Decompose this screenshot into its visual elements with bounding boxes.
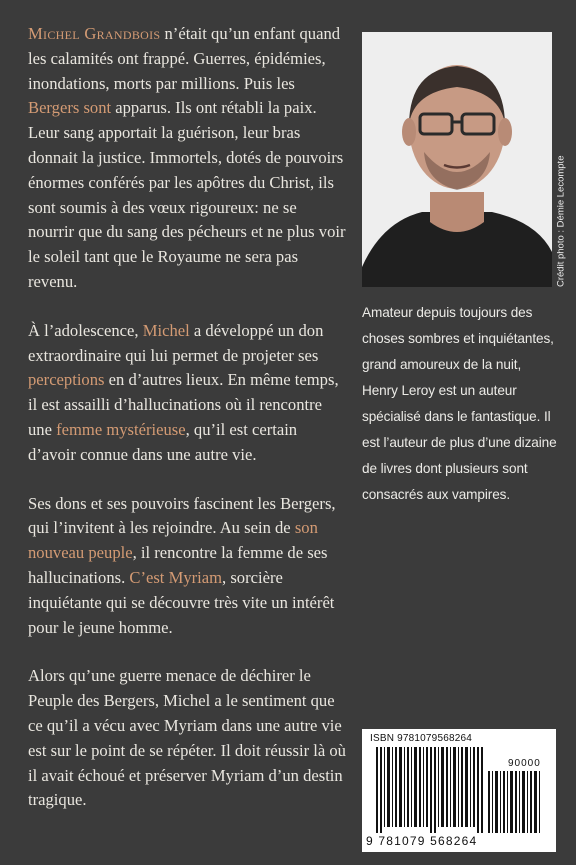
blurb-paragraph-4: Alors qu’une guerre menace de déchirer le Peuple des Bergers, Michel a le sentiment que ce qu’il a vécu avec Myriam dans une autre vie est sur le point de se répéter. Il doit réussir là où il avait échoué et préserver Myriam d’un destin tragique.: [28, 666, 346, 810]
highlight-femme: femme mystérieuse: [56, 419, 186, 439]
blurb-text: , il rencontre la femme de ses hallucinations.: [28, 543, 328, 587]
blurb-text: , qu’il est certain d’avoir connue dans une autre vie.: [28, 419, 298, 464]
blurb-text: en d’autres lieux. En même temps, il est assailli d’hallucinations où il rencontre une: [28, 370, 339, 439]
blurb-text: apparus. Ils ont rétabli la paix. Leur sang apportait la guérison, leur bras donnait la justice. Immortels, dotés de pouvoirs énormes conférés par les apôtres du Christ, ils sont soumis à des vœux rigoureux: ne se nourrir que du sang des pécheurs et ne plus voir le soleil tant que le Royaume ne sera pas revenu.: [28, 98, 346, 291]
highlight-perceptions: perceptions: [28, 370, 105, 390]
back-cover-blurb: [28, 22, 346, 837]
price-code: 90000: [508, 758, 541, 769]
blurb-paragraph-1: [28, 22, 346, 295]
photo-credit: Crédit photo : Démie Lecompte: [555, 155, 567, 287]
blurb-text: , sorcière inquiétante qui se découvre très vite un intérêt pour le jeune homme.: [28, 567, 335, 637]
highlight-peuple: son nouveau peuple: [28, 518, 318, 563]
blurb-text: À l’adolescence,: [28, 320, 143, 340]
blurb-text: a développé un don extraordinaire qui lui permet de projeter ses: [28, 320, 324, 365]
blurb-paragraph-2: [28, 319, 346, 468]
isbn-label: ISBN 9781079568264: [370, 733, 473, 744]
highlight-michel: Michel: [142, 320, 190, 340]
blurb-paragraph-3: [28, 492, 346, 641]
author-portrait-image: [362, 32, 552, 287]
highlight-bergers: Bergers sont: [28, 98, 112, 118]
blurb-text: n’était qu’un enfant quand les calamités ont frappé. Guerres, épidémies, inondations, morts par millions. Puis les: [28, 24, 341, 93]
author-name-smallcaps: Michel Grandbois: [28, 24, 161, 43]
isbn-barcode: [362, 729, 556, 852]
barcode-digits: 9 781079 568264: [366, 834, 478, 848]
highlight-myriam: C’est Myriam: [129, 567, 223, 587]
author-bio: Amateur depuis toujours des choses sombres et inquiétantes, grand amoureux de la nuit, Henry Leroy est un auteur spécialisé dans le fantastique. Il est l’auteur de plus d’une dizaine de livres dont plusieurs sont consacrés aux vampires.: [362, 305, 557, 502]
blurb-text: Ses dons et ses pouvoirs fascinent les Bergers, qui l’invitent à les rejoindre. Au sein de: [28, 493, 336, 538]
author-photo: [362, 32, 552, 287]
